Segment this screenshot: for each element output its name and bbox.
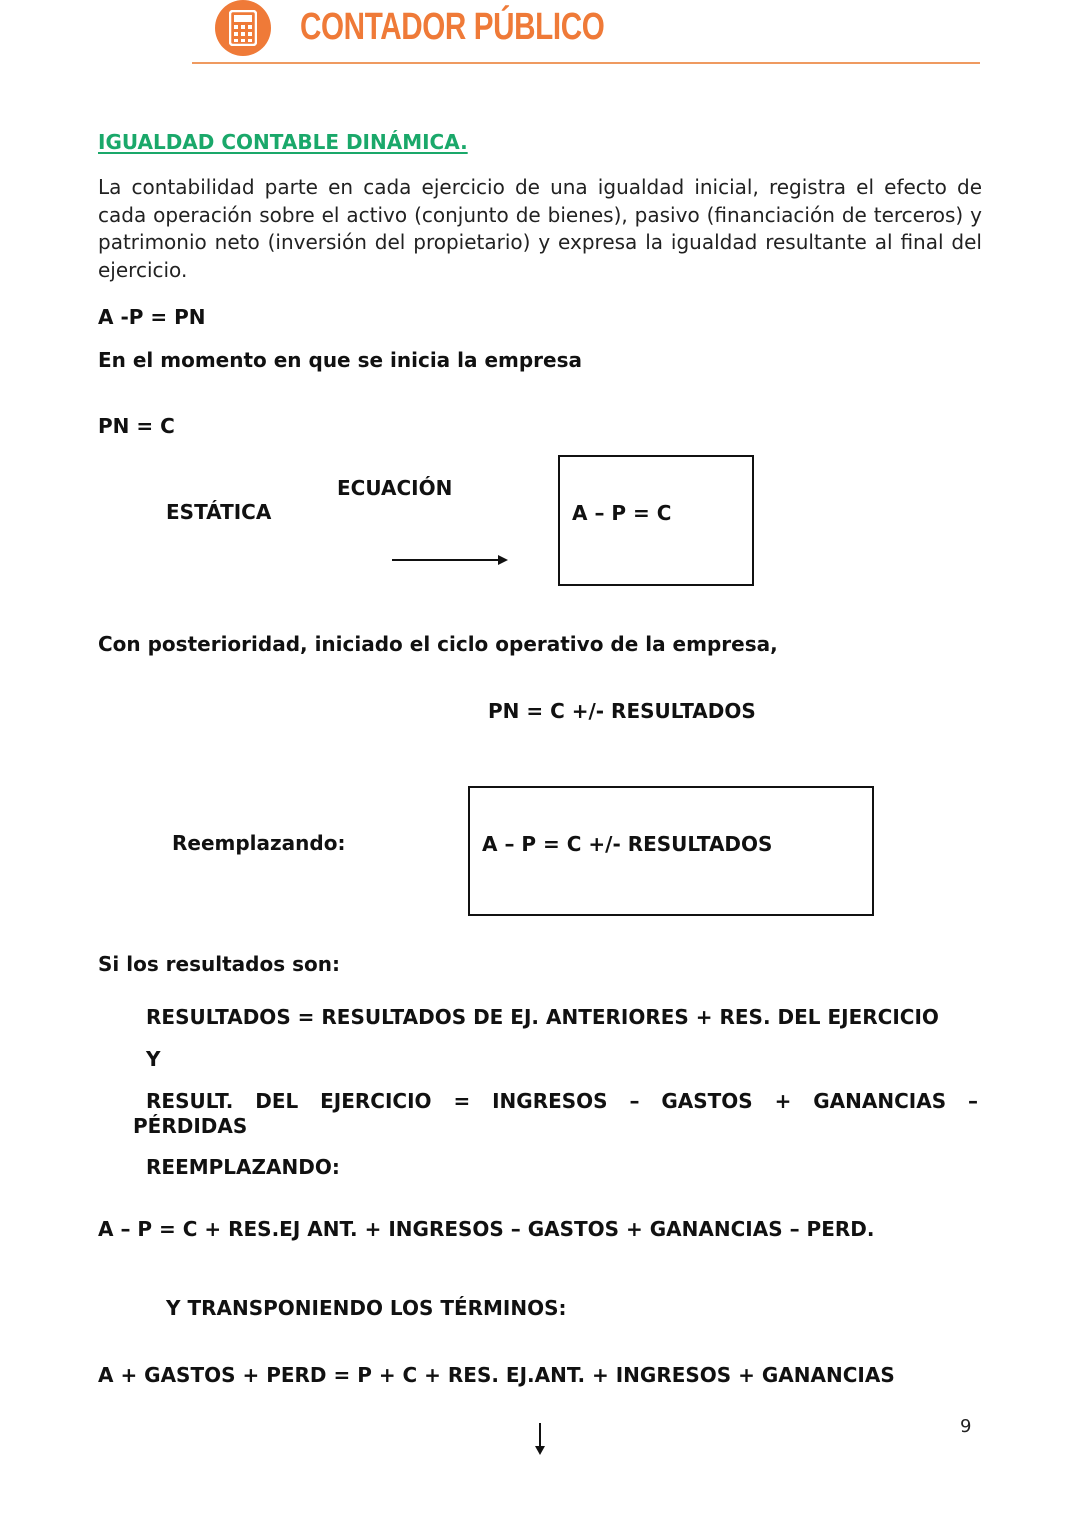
- conjunction-y: Y: [146, 1047, 161, 1071]
- full-equation: A – P = C + RES.EJ ANT. + INGRESOS – GASTOS + GANANCIAS – PERD.: [98, 1217, 875, 1241]
- term: INGRESOS: [492, 1089, 608, 1113]
- replacing-label: Reemplazando:: [172, 831, 346, 855]
- term: EJERCICIO: [320, 1089, 432, 1113]
- ecuacion-label: ECUACIÓN: [337, 476, 453, 500]
- final-equation: A + GASTOS + PERD = P + C + RES. EJ.ANT. + INGRESOS + GANANCIAS: [98, 1363, 895, 1387]
- result-ejercicio-equation: [146, 1089, 978, 1113]
- term: +: [774, 1089, 792, 1113]
- page-number: 9: [960, 1416, 972, 1437]
- equation-pn-results: PN = C +/- RESULTADOS: [488, 699, 756, 723]
- later-label: Con posterioridad, iniciado el ciclo operativo de la empresa,: [98, 632, 778, 656]
- calculator-icon: [229, 10, 257, 46]
- equation-basic: A -P = PN: [98, 305, 206, 329]
- estatica-label: ESTÁTICA: [166, 500, 272, 524]
- term: =: [453, 1089, 471, 1113]
- logo: [215, 0, 271, 56]
- equation-pn-c: PN = C: [98, 414, 175, 438]
- right-arrow-icon: [390, 552, 512, 568]
- start-label: En el momento en que se inicia la empresa: [98, 348, 582, 372]
- term: –: [629, 1089, 640, 1113]
- header-divider: [192, 62, 980, 64]
- transpose-label: Y TRANSPONIENDO LOS TÉRMINOS:: [166, 1296, 567, 1320]
- results-definition: RESULTADOS = RESULTADOS DE EJ. ANTERIORES + RES. DEL EJERCICIO: [146, 1005, 939, 1029]
- reemplazando-label: REEMPLAZANDO:: [146, 1155, 340, 1179]
- dynamic-equation: A – P = C +/- RESULTADOS: [482, 832, 773, 856]
- term: GASTOS: [661, 1089, 753, 1113]
- section-title: IGUALDAD CONTABLE DINÁMICA.: [98, 130, 468, 154]
- term: DEL: [255, 1089, 299, 1113]
- dynamic-equation-box: [468, 786, 874, 916]
- if-results-label: Si los resultados son:: [98, 952, 340, 976]
- result-ejercicio-continuation: PÉRDIDAS: [133, 1114, 248, 1138]
- intro-paragraph: La contabilidad parte en cada ejercicio de una igualdad inicial, registra el efecto de cada operación sobre el activo (conjunto de bienes), pasivo (financiación de terceros) y patrimonio neto (inversión del propietario) y expresa la igualdad resultante al final del ejercicio.: [98, 175, 982, 282]
- down-arrow-icon: [532, 1422, 548, 1458]
- term: RESULT.: [146, 1089, 234, 1113]
- static-equation: A – P = C: [572, 501, 672, 525]
- brand-title: CONTADOR PÚBLICO: [300, 6, 605, 48]
- static-equation-box: [558, 455, 754, 586]
- term: –: [968, 1089, 978, 1113]
- term: GANANCIAS: [813, 1089, 947, 1113]
